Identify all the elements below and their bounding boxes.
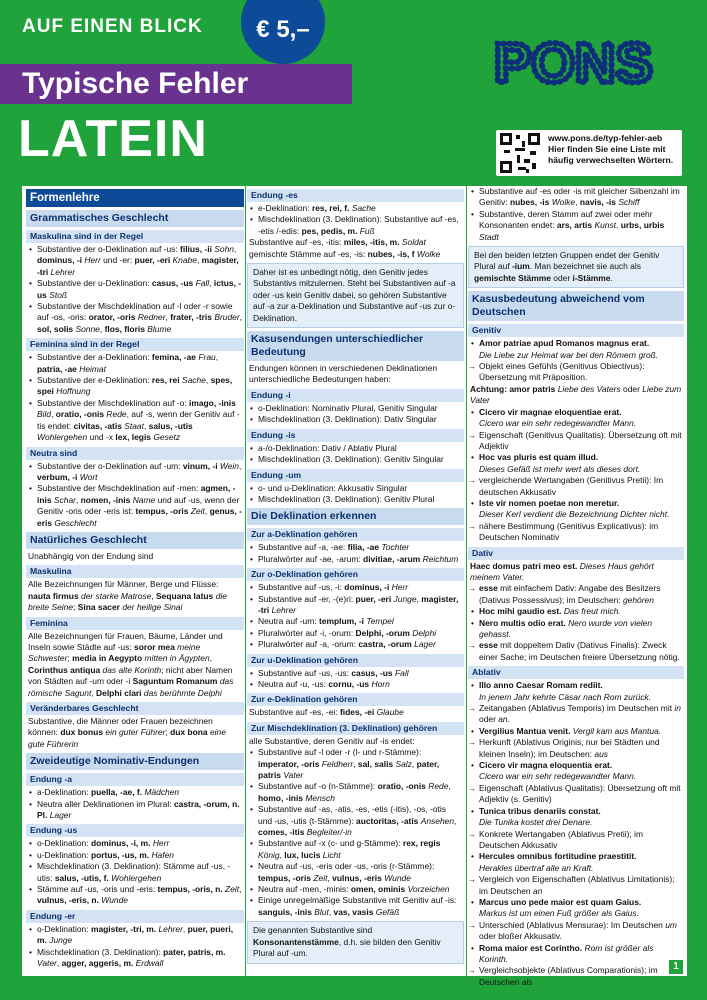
- subheading: Endung -i: [247, 389, 464, 402]
- bullet-list: [26, 924, 244, 970]
- subheading: Feminina sind in der Regel: [26, 338, 244, 351]
- price-badge: € 5,–: [241, 0, 325, 64]
- subheading: Zur e-Deklination gehören: [247, 693, 464, 706]
- info-box: Bei den beiden letzten Gruppen endet der Genitiv Plural auf -ium. Man bezeichnet sie auch als gemischte Stämme oder i-Stämme.: [468, 246, 684, 288]
- list-item: • Substantive der e-Deklination: res, rei Sache, spes, spei Hoffnung: [28, 375, 242, 398]
- translation-line: Dieses Gefäß ist mehr wert als dieses dort.: [479, 463, 641, 474]
- example-item: • Vergilius Mantua venit. Vergil kam aus Mantua.: [470, 726, 682, 737]
- list-item: • Substantive der o-Deklination auf -us: filius, -ii Sohn, dominus, -i Herr und -er: puer, -eri Knabe, magister, -tri Lehrer: [28, 244, 242, 278]
- translation-line: Die Tunika kostet drei Denare.: [479, 817, 593, 828]
- translation-line: Herakles übertraf alle an Kraft.: [479, 862, 594, 873]
- bullet-list: [26, 244, 244, 335]
- translation-line: Markus ist um einen Fuß größer als Gaius.: [479, 908, 639, 919]
- example-item: • Hoc vas pluris est quam illud.: [470, 452, 682, 463]
- paragraph: Substantive auf -es, -ei: fides, -ei Glaube: [249, 707, 404, 718]
- column-2: [247, 186, 464, 976]
- paragraph: Alle Bezeichnungen für Männer, Berge und Flüsse: nauta firmus der starke Matrose, Sequana latus die breite Seine; Sina sacer der heilige Sinai: [28, 579, 227, 613]
- list-item: • Substantive auf -o (n-Stämme): oratio, -onis Rede, homo, -inis Mensch: [249, 781, 462, 804]
- list-item: • Substantive auf -a, -ae: filia, -ae Tochter: [249, 542, 462, 553]
- subheading: Neutra sind: [26, 447, 244, 460]
- paragraph: Substantive, die Männer oder Frauen bezeichnen können: dux bonus ein guter Führer; dux bona eine gute Führerin: [28, 716, 226, 749]
- list-item: • o-Deklination: magister, -tri, m. Lehrer, puer, pueri, m. Junge: [28, 924, 242, 947]
- subheading: Zur a-Deklination gehören: [247, 528, 464, 541]
- list-item: • a-Deklination: puella, -ae, f. Mädchen: [28, 787, 242, 798]
- list-item: • Mischdeklination (3. Deklination): Dativ Singular: [249, 414, 462, 425]
- example-item: • Amor patriae apud Romanos magnus erat.: [470, 338, 682, 349]
- example-item: • Marcus uno pede maior est quam Gaius.: [470, 897, 682, 908]
- list-item: • Stämme auf -us, -oris und -eris: tempus, -oris, n. Zeit, vulnus, -eris, n. Wunde: [28, 884, 242, 907]
- bullet-list: [26, 838, 244, 906]
- explanation-item: → Herkunft (Ablativus Originis, nur bei Städten und kleinen Inseln); im Deutschen: aus: [470, 737, 682, 760]
- list-item: • Mischdeklination (3. Deklination): Stämme auf -us, -utis: salus, -utis, f. Wohlergehen: [28, 861, 242, 884]
- list-item: • Substantive der Mischdeklination auf -men: agmen, -inis Schar, nomen, -inis Name und auf -us, wenn der Genitiv -oris oder -eris ist: tempus, -oris Zeit, genus, -eris Geschlecht: [28, 483, 242, 529]
- paragraph: Endungen können in verschiedenen Deklinationen unterschiedliche Bedeutungen haben:: [249, 363, 438, 385]
- example-item: • Tunica tribus denariis constat.: [470, 806, 682, 817]
- example-item: Achtung: amor patris Liebe des Vaters oder Liebe zum Vater: [470, 383, 682, 406]
- subheading: Endung -is: [247, 429, 464, 442]
- explanation-item: → esse mit doppeltem Dativ (Dativus Finalis): Zweck einer Sache; im Deutschen freiere Übersetzung nötig.: [470, 640, 682, 663]
- qr-url[interactable]: www.pons.de/typ-fehler-aeb: [548, 133, 663, 143]
- page-title: Typische Fehler: [22, 67, 249, 100]
- translation-line: Cicero war ein sehr redegewandter Mann.: [479, 418, 637, 429]
- subsection-heading: Kasusbedeutung abweichend vom Deutschen: [468, 291, 684, 321]
- list-item: • Neutra aller Deklinationen im Plural: castra, -orum, n. Pl. Lager: [28, 799, 242, 822]
- list-item: • o-Deklination: Nominativ Plural, Genitiv Singular: [249, 403, 462, 414]
- list-item: • Substantive auf -es oder -is mit gleicher Silbenzahl im Genitiv: nubes, -is Wolke, navis, -is Schiff: [470, 186, 682, 209]
- list-item: • Neutra auf -u, -us: cornu, -us Horn: [249, 679, 462, 690]
- list-item: • Mischdeklination (3. Deklination): Substantive auf -es, -etis /-edis: pes, pedis, m. Fuß: [249, 214, 462, 237]
- bullet-list: [247, 403, 464, 426]
- bullet-list: [247, 542, 464, 565]
- example-list: [468, 680, 684, 988]
- list-item: • Substantive der Mischdeklination auf -l oder -r sowie auf -os, -oris: orator, -oris Redner, frater, -tris Bruder, sol, solis Sonne, flos, floris Blume: [28, 301, 242, 335]
- subheading: Zur Mischdeklination (3. Deklination) gehören: [247, 722, 464, 735]
- subheading: Endung -um: [247, 469, 464, 482]
- subheading: Genitiv: [468, 324, 684, 337]
- explanation-item: → Eigenschaft (Ablativus Qualitatis): Übersetzung oft mit Adjektiv (s. Genitiv): [470, 783, 682, 806]
- bullet-list: [247, 443, 464, 466]
- list-item: • Mischdeklination (3. Deklination): Genitiv Singular: [249, 454, 462, 465]
- section-heading: Formenlehre: [26, 189, 244, 207]
- list-item: • Substantive der a-Deklination: femina, -ae Frau, patria, -ae Heimat: [28, 352, 242, 375]
- list-item: • u-Deklination: portus, -us, m. Hafen: [28, 850, 242, 861]
- list-item: • Einige unregelmäßige Substantive mit Genitiv auf -is: sanguis, -inis Blut, vas, vasis Gefäß: [249, 895, 462, 918]
- explanation-item: → Objekt eines Gefühls (Genitivus Obiectivus): Übersetzung mit Präposition.: [470, 361, 682, 384]
- qr-code-icon: [500, 133, 540, 173]
- list-item: • Neutra auf -us, -eris oder -us, -oris (r-Stämme): tempus, -oris Zeit, vulnus, -eris Wunde: [249, 861, 462, 884]
- explanation-item: → Vergleich von Eigenschaften (Ablativus Limitationis); im Deutschen an: [470, 874, 682, 897]
- explanation-item: → Konkrete Wertangaben (Ablativus Pretii); im Deutschen Akkusativ: [470, 829, 682, 852]
- subheading: Zur o-Deklination gehören: [247, 568, 464, 581]
- subsection-heading: Die Deklination erkennen: [247, 508, 464, 525]
- language-title: LATEIN: [18, 110, 208, 168]
- bullet-list: [247, 668, 464, 691]
- explanation-item: → Zeitangaben (Ablativus Temporis) im Deutschen mit in oder an.: [470, 703, 682, 726]
- explanation-item: → Eigenschaft (Genitivus Qualitatis): Übersetzung oft mit Adjektiv: [470, 430, 682, 453]
- example-list: [468, 338, 684, 543]
- list-item: • Substantive auf -x (c- und g-Stämme): rex, regis König, lux, lucis Licht: [249, 838, 462, 861]
- translation-line: Dieser Kerl verdient die Bezeichnung Dichter nicht.: [479, 509, 670, 520]
- example-item: • Hoc mihi gaudio est. Das freut mich.: [470, 606, 682, 617]
- subheading: Ablativ: [468, 666, 684, 679]
- list-item: • Substantive auf -us, -i: dominus, -i Herr: [249, 582, 462, 593]
- list-item: • Neutra auf -um: templum, -i Tempel: [249, 616, 462, 627]
- list-item: • Substantive auf -us, -us: casus, -us Fall: [249, 668, 462, 679]
- list-item: • Pluralwörter auf -ae, -arum: divitiae, -arum Reichtum: [249, 554, 462, 565]
- bullet-list: [247, 582, 464, 650]
- bullet-list: [247, 747, 464, 918]
- content-sheet: [22, 186, 687, 987]
- example-list: [468, 561, 684, 664]
- list-item: • Neutra auf -men, -minis: omen, ominis Vorzeichen: [249, 884, 462, 895]
- translation-line: Die Liebe zur Heimat war bei den Römern groß.: [479, 349, 659, 360]
- translation-line: In jenem Jahr kehrte Cäsar nach Rom zurück.: [479, 691, 652, 702]
- subsection-heading: Natürliches Geschlecht: [26, 532, 244, 549]
- list-item: • o-Deklination: dominus, -i, m. Herr: [28, 838, 242, 849]
- list-item: • Substantive der Mischdeklination auf -o: imago, -inis Bild, oratio, -onis Rede, auf -s, wenn der Genitiv auf -tis endet: civitas, -atis Staat, salus, -utis Wohlergehen und -x lex, legis Gesetz: [28, 398, 242, 444]
- list-item: • Substantive der u-Deklination: casus, -us Fall, ictus, -us Stoß: [28, 278, 242, 301]
- text-line: Unabhängig von der Endung sind: [28, 550, 154, 561]
- explanation-item: → nähere Bestimmung (Genitivus Explicativus): im Deutschen Nominativ: [470, 521, 682, 544]
- subheading: Maskulina: [26, 565, 244, 578]
- example-item: • Cicero vir magna eloquentia erat.: [470, 760, 682, 771]
- list-item: • Pluralwörter auf -a, -orum: castra, -orum Lager: [249, 639, 462, 650]
- example-item: • Roma maior est Corintho. Rom ist größer als Korinth.: [470, 943, 682, 966]
- list-item: • Substantive, deren Stamm auf zwei oder mehr Konsonanten endet: ars, artis Kunst, urbs, urbis Stadt: [470, 209, 682, 243]
- list-item: • a-/o-Deklination: Dativ / Ablativ Plural: [249, 443, 462, 454]
- subheading: Endung -us: [26, 824, 244, 837]
- explanation-item: → Vergleichsobjekte (Ablativus Comparationis); im Deutschen als: [470, 965, 682, 988]
- bullet-list: [247, 203, 464, 237]
- list-item: • e-Deklination: res, rei, f. Sache: [249, 203, 462, 214]
- subheading: Maskulina sind in der Regel: [26, 230, 244, 243]
- subheading: Dativ: [468, 547, 684, 560]
- example-item: Haec domus patri meo est. Dieses Haus gehört meinem Vater.: [470, 560, 654, 582]
- list-item: • o- und u-Deklination: Akkusativ Singular: [249, 483, 462, 494]
- subsection-heading: Kasusendungen unterschiedlicher Bedeutung: [247, 331, 464, 361]
- list-item: • Substantive der o-Deklination auf -um: vinum, -i Wein, verbum, -i Wort: [28, 461, 242, 484]
- pons-logo: [490, 30, 695, 94]
- list-item: • Substantive auf -as, -atis, -es, -etis (-itis), -os, -otis und -us, -utis (t-Stämme): auctoritas, -atis Ansehen, comes, -itis Begleiter/-in: [249, 804, 462, 838]
- list-item: • Substantive auf -er, -(e)ri: puer, -eri Junge, magister, -tri Lehrer: [249, 594, 462, 617]
- svg-text:PONS: PONS: [494, 31, 653, 94]
- subheading: Veränderbares Geschlecht: [26, 702, 244, 715]
- bullet-list: [26, 461, 244, 529]
- translation-line: Cicero war ein sehr redegewandter Mann.: [479, 771, 637, 782]
- list-item: • Mischdeklination (3. Deklination): Genitiv Plural: [249, 494, 462, 505]
- info-box: Daher ist es unbedingt nötig, den Genitiv jedes Substantivs mitzulernen. Steht bei Substantiven auf -a oder -us kein Genitiv dabei, so gehören Substantive auf -a zur a-Deklination und Substantive auf -us zur o-Deklination.: [247, 263, 464, 328]
- bullet-list: [247, 483, 464, 506]
- bullet-list: [26, 352, 244, 443]
- example-item: • Illo anno Caesar Romam rediit.: [470, 680, 682, 691]
- subheading: Endung -es: [247, 189, 464, 202]
- list-item: • Substantive auf -l oder -r (l- und r-Stämme): imperator, -oris Feldherr, sal, salis Salz, pater, patris Vater: [249, 747, 462, 781]
- column-1: [26, 186, 244, 976]
- example-item: • Iste vir nomen poetae non meretur.: [470, 498, 682, 509]
- paragraph: alle Substantive, deren Genitiv auf -is endet:: [249, 735, 415, 746]
- explanation-item: → esse mit einfachem Dativ: Angabe des Besitzers (Dativus Possessivus); im Deutschen: gehören: [470, 583, 682, 606]
- subsection-heading: Zweideutige Nominativ-Endungen: [26, 753, 244, 770]
- explanation-item: → Unterschied (Ablativus Mensurae): Im Deutschen um oder bloßer Akkusativ.: [470, 920, 682, 943]
- paragraph: Alle Bezeichnungen für Frauen, Bäume, Länder und Inseln sowie Städte auf -us: soror mea meine Schwester; media in Aegypto mitten in Ägypten, Corinthus antiqua das alte Korinth; nicht aber Namen von Städten auf -um oder -i Saguntum Romanum das römische Sagunt, Delphi clari das berühmte Delphi: [28, 630, 234, 698]
- bullet-list: [468, 186, 684, 243]
- subheading: Zur u-Deklination gehören: [247, 654, 464, 667]
- column-3: [468, 186, 684, 987]
- series-label: AUF EINEN BLICK: [22, 16, 203, 37]
- header: [0, 0, 707, 186]
- subheading: Endung -a: [26, 773, 244, 786]
- paragraph: Substantive auf -es, -itis: miles, -itis, m. Soldat gemischte Stämme auf -es, -is: nubes, -is, f Wolke: [249, 237, 441, 259]
- example-item: • Cicero vir magnae eloquentiae erat.: [470, 407, 682, 418]
- bullet-list: [26, 787, 244, 821]
- example-item: • Hercules omnibus fortitudine praestitit.: [470, 851, 682, 862]
- info-box: Die genannten Substantive sind Konsonantenstämme, d.h. sie bilden den Genitiv Plural auf -um.: [247, 921, 464, 963]
- subsection-heading: Grammatisches Geschlecht: [26, 210, 244, 227]
- qr-info-box[interactable]: [496, 130, 682, 176]
- subheading: Feminina: [26, 617, 244, 630]
- qr-description: Hier finden Sie eine Liste mit häufig verwechselten Wörtern.: [548, 144, 674, 166]
- explanation-item: → vergleichende Wertangaben (Genitivus Pretii): Im deutschen Akkusativ: [470, 475, 682, 498]
- example-item: • Nero multis odio erat. Nero wurde von vielen gehasst.: [470, 618, 682, 641]
- subheading: Endung -er: [26, 910, 244, 923]
- page-number: 1: [669, 960, 683, 974]
- list-item: • Pluralwörter auf -i, -orum: Delphi, -orum Delphi: [249, 628, 462, 639]
- list-item: • Mischdeklination (3. Deklination): pater, patris, m. Vater, agger, aggeris, m. Erdwall: [28, 947, 242, 970]
